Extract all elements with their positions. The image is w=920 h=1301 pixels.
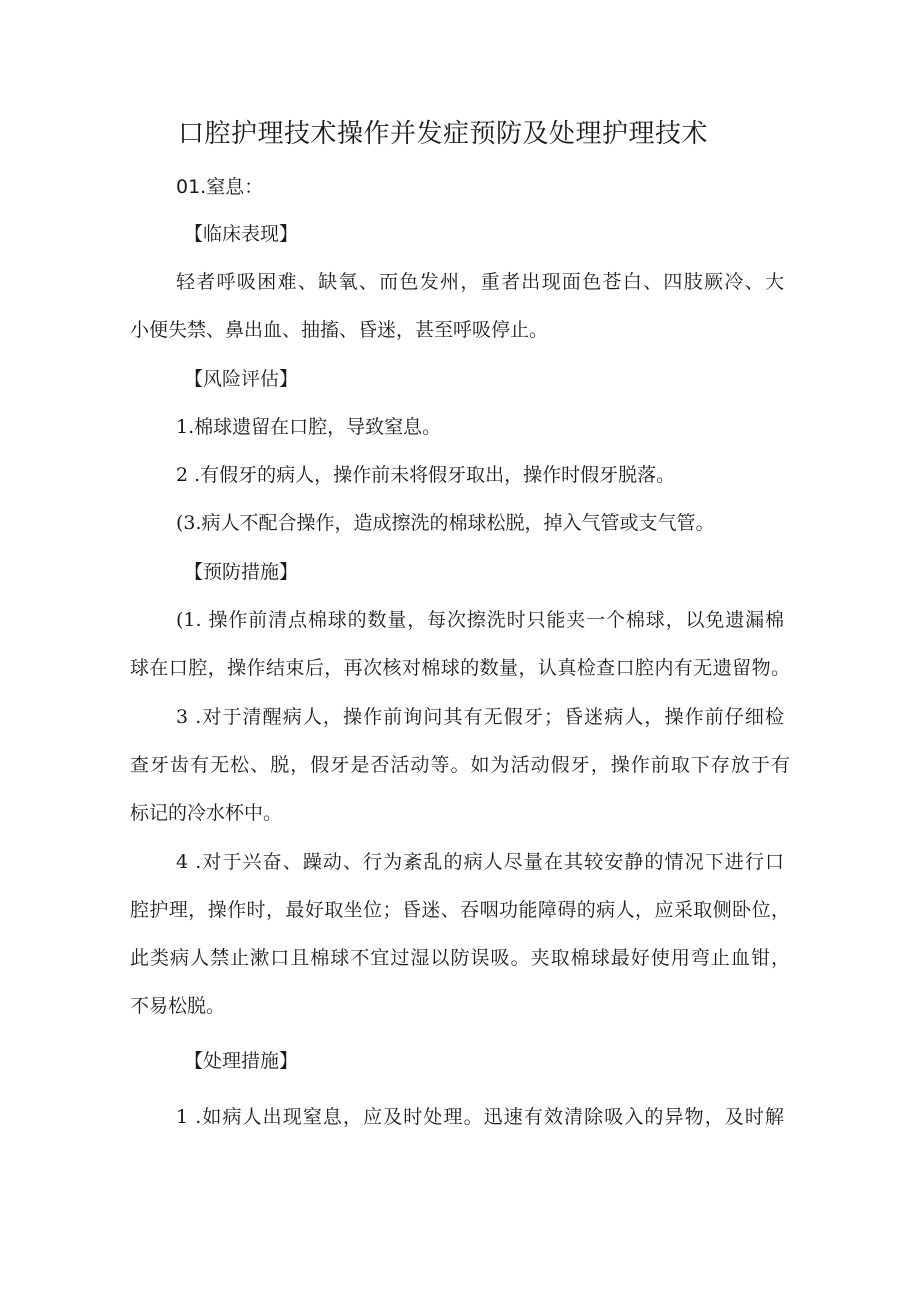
risk-item-2: 2 .有假牙的病人，操作前未将假牙取出，操作时假牙脱落。 xyxy=(176,464,676,486)
document-title: 口腔护理技术操作并发症预防及处理护理技术 xyxy=(178,119,709,149)
clinical-line-1: 轻者呼吸困难、缺氧、而色发州，重者出现面色苍白、四肢厥冷、大 xyxy=(176,271,784,293)
section-number: 01.窒息： xyxy=(176,176,264,198)
prevention-p2-line-1: 3 .对于清醒病人，操作前询问其有无假牙；昏迷病人，操作前仔细检 xyxy=(176,706,784,728)
heading-clinical: 【临床表现】 xyxy=(184,223,299,245)
heading-treatment: 【处理措施】 xyxy=(184,1050,299,1072)
risk-item-3: (3.病人不配合操作，造成擦洗的棉球松脱，掉入气管或支气管。 xyxy=(176,512,715,534)
prevention-p3-line-1: 4 .对于兴奋、躁动、行为紊乱的病人尽量在其较安静的情况下进行口 xyxy=(176,851,784,873)
prevention-p2-line-2: 查牙齿有无松、脱，假牙是否活动等。如为活动假牙，操作前取下存放于有 xyxy=(130,754,790,776)
prevention-p1-line-2: 球在口腔，操作结束后，再次核对棉球的数量，认真检查口腔内有无遗留物。 xyxy=(130,657,790,679)
prevention-p1-line-1: (1. 操作前清点棉球的数量，每次擦洗时只能夹一个棉球，以免遗漏棉 xyxy=(176,609,784,631)
prevention-p3-line-3: 此类病人禁止漱口且棉球不宜过湿以防误吸。夹取棉球最好使用弯止血钳， xyxy=(130,947,790,969)
clinical-line-2: 小便失禁、鼻出血、抽搐、昏迷，甚至呼吸停止。 xyxy=(130,319,549,341)
heading-risk: 【风险评估】 xyxy=(184,368,299,390)
prevention-p3-line-4: 不易松脱。 xyxy=(130,995,226,1017)
prevention-p2-line-3: 标记的冷水杯中。 xyxy=(130,802,283,824)
treatment-line-1: 1 .如病人出现窒息，应及时处理。迅速有效清除吸入的异物，及时解 xyxy=(176,1106,784,1128)
risk-item-1: 1.棉球遗留在口腔，导致窒息。 xyxy=(176,416,442,438)
heading-prevention: 【预防措施】 xyxy=(184,561,299,583)
prevention-p3-line-2: 腔护理，操作时，最好取坐位；昏迷、吞咽功能障碍的病人，应采取侧卧位， xyxy=(130,899,790,921)
